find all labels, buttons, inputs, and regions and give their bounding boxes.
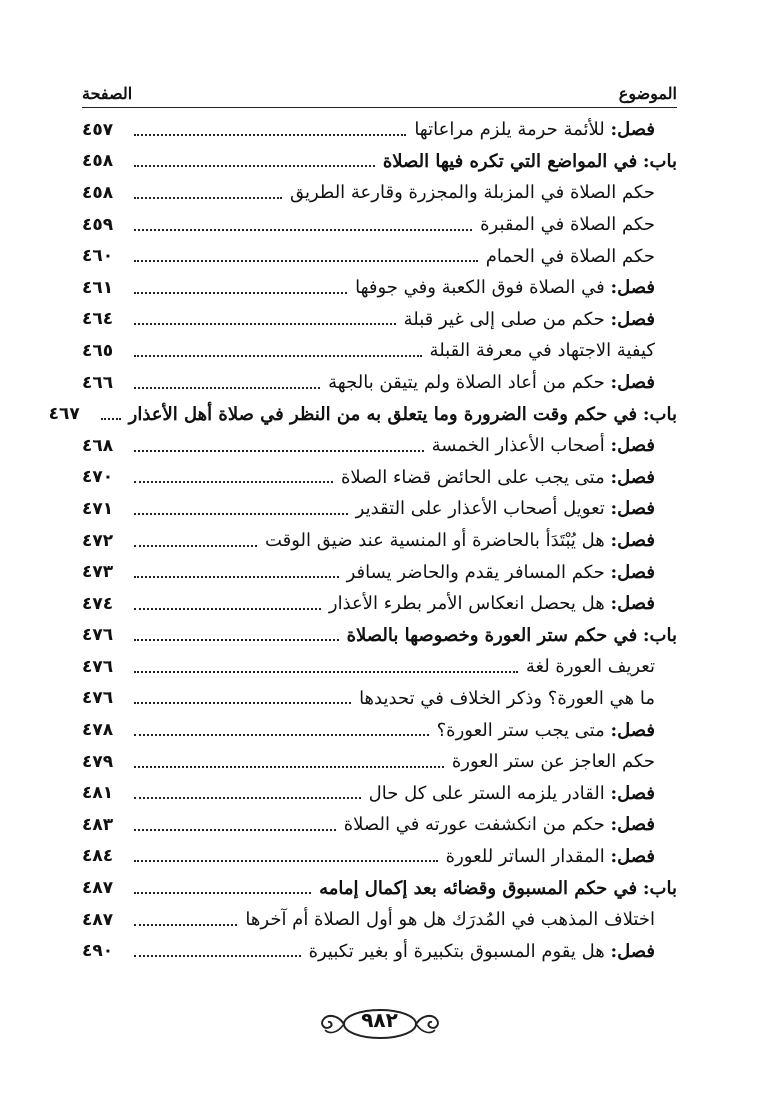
entry-page-number: ٤٧٣ (82, 562, 114, 583)
dot-leader (134, 734, 429, 736)
toc-entry (82, 272, 677, 304)
dot-leader (134, 892, 311, 894)
entry-text (355, 277, 677, 298)
entry-title: تعريف العورة لغة (525, 656, 655, 678)
entry-title: حكم الصلاة في الحمام (485, 245, 655, 267)
entry-page-number: ٤٨٣ (82, 814, 114, 835)
entry-prefix: فصل: (610, 814, 655, 836)
toc-entry (82, 367, 677, 399)
toc-entry (82, 209, 677, 241)
entry-title: أصحاب الأعذار الخمسة (431, 435, 605, 457)
entry-text (486, 246, 677, 267)
toc-entry (82, 935, 677, 967)
toc-entry (82, 683, 677, 715)
entry-prefix: فصل: (610, 277, 655, 299)
entry-page-number: ٤٩٠ (82, 941, 114, 962)
toc-entry (82, 904, 677, 936)
entry-text (452, 751, 677, 772)
entry-title: هل يقوم المسبوق بتكبيرة أو بغير تكبيرة (308, 940, 605, 962)
dot-leader (134, 608, 321, 610)
dot-leader (134, 639, 339, 641)
toc-entry (82, 493, 677, 525)
toc-entry (82, 146, 677, 178)
toc-entry (82, 430, 677, 462)
dot-leader (134, 797, 361, 799)
dot-leader (134, 387, 320, 389)
entry-page-number: ٤٦٦ (82, 372, 114, 393)
entry-text (369, 783, 677, 804)
dot-leader (134, 955, 301, 957)
toc-entry (82, 872, 677, 904)
entry-prefix: فصل: (610, 530, 655, 552)
entry-title: في حكم ستر العورة وخصوصها بالصلاة (346, 624, 638, 646)
entry-text (329, 593, 677, 614)
entry-text (414, 119, 677, 140)
entry-prefix: باب: (642, 403, 677, 425)
topic-column-label: الموضوع (618, 84, 677, 103)
dot-leader (134, 545, 257, 547)
dot-leader (134, 450, 424, 452)
dot-leader (134, 481, 333, 483)
entry-text (290, 182, 677, 203)
dot-leader (134, 292, 347, 294)
entry-page-number: ٤٥٩ (82, 214, 114, 235)
entry-text (437, 720, 677, 741)
entry-text (129, 404, 677, 425)
entry-page-number: ٤٨١ (82, 783, 114, 804)
dot-leader (134, 197, 282, 199)
entry-page-number: ٤٨٧ (82, 878, 114, 899)
entry-page-number: ٤٥٨ (82, 151, 114, 172)
dot-leader (134, 576, 339, 578)
entry-title: تعويل أصحاب الأعذار على التقدير (355, 498, 605, 520)
entry-text (319, 878, 677, 899)
entry-prefix: فصل: (610, 593, 655, 615)
toc-entry (82, 177, 677, 209)
entry-page-number: ٤٦٨ (82, 435, 114, 456)
entry-text (245, 909, 677, 930)
dot-leader (134, 829, 336, 831)
entry-page-number: ٤٧٦ (82, 625, 114, 646)
dot-leader (134, 671, 518, 673)
toc-entry (82, 746, 677, 778)
entry-title: في الصلاة فوق الكعبة وفي جوفها (355, 277, 605, 299)
dot-leader (101, 418, 121, 420)
entry-page-number: ٤٧٢ (82, 530, 114, 551)
entry-text (265, 530, 677, 551)
entry-prefix: فصل: (610, 782, 655, 804)
dot-leader (134, 766, 444, 768)
entry-page-number: ٤٥٨ (82, 182, 114, 203)
toc-entry (82, 240, 677, 272)
toc-entry (82, 777, 677, 809)
entry-text (328, 372, 677, 393)
toc-entry (82, 714, 677, 746)
entry-prefix: باب: (642, 150, 677, 172)
entry-text (430, 340, 677, 361)
toc-entry (82, 809, 677, 841)
entry-text (347, 625, 677, 646)
entry-page-number: ٤٨٧ (82, 909, 114, 930)
entry-text (404, 309, 677, 330)
entry-prefix: فصل: (610, 435, 655, 457)
entry-prefix: فصل: (610, 845, 655, 867)
entry-page-number: ٤٨٤ (82, 846, 114, 867)
entry-text (356, 498, 677, 519)
entry-page-number: ٤٧٨ (82, 720, 114, 741)
dot-leader (134, 860, 438, 862)
toc-header (82, 74, 677, 108)
entry-title: حكم الصلاة في المزبلة والمجزرة وقارعة الطريق (289, 182, 655, 204)
entry-page-number: ٤٥٧ (82, 119, 114, 140)
entry-title: للأئمة حرمة يلزم مراعاتها (414, 119, 605, 141)
entry-title: هل يحصل انعكاس الأمر بطرء الأعذار (328, 593, 605, 615)
entry-page-number: ٤٧٦ (82, 656, 114, 677)
table-of-contents (48, 114, 677, 967)
entry-page-number: ٤٦٥ (82, 340, 114, 361)
page-column-label: الصفحة (82, 84, 133, 103)
entry-prefix: فصل: (610, 308, 655, 330)
entry-title: كيفية الاجتهاد في معرفة القبلة (429, 340, 655, 362)
entry-text (309, 941, 677, 962)
entry-prefix: باب: (642, 877, 677, 899)
entry-prefix: فصل: (610, 498, 655, 520)
entry-page-number: ٤٧١ (82, 498, 114, 519)
entry-title: حكم المسافر يقدم والحاضر يسافر (346, 561, 605, 583)
entry-title: ما هي العورة؟ وذكر الخلاف في تحديدها (359, 687, 655, 709)
entry-prefix: فصل: (610, 466, 655, 488)
entry-text (347, 562, 677, 583)
dot-leader (134, 165, 375, 167)
dot-leader (134, 134, 406, 136)
entry-title: حكم العاجز عن ستر العورة (451, 751, 655, 773)
toc-entry (48, 398, 677, 430)
toc-entry (82, 651, 677, 683)
toc-entry (82, 620, 677, 652)
entry-page-number: ٤٦٤ (82, 309, 114, 330)
entry-prefix: فصل: (610, 119, 655, 141)
entry-text (480, 214, 677, 235)
entry-text (341, 467, 677, 488)
entry-title: متى يجب على الحائض قضاء الصلاة (340, 466, 605, 488)
entry-page-number: ٤٧٦ (82, 688, 114, 709)
entry-text (446, 846, 677, 867)
entry-text (359, 688, 677, 709)
entry-page-number: ٤٦٠ (82, 246, 114, 267)
entry-title: حكم الصلاة في المقبرة (480, 214, 655, 236)
entry-title: حكم من صلى إلى غير قبلة (403, 308, 605, 330)
dot-leader (134, 355, 422, 357)
dot-leader (134, 260, 478, 262)
toc-entry (82, 556, 677, 588)
toc-entry (82, 335, 677, 367)
dot-leader (134, 924, 237, 926)
dot-leader (134, 323, 396, 325)
entry-prefix: باب: (642, 624, 677, 646)
dot-leader (134, 513, 348, 515)
entry-title: المقدار الساتر للعورة (445, 845, 605, 867)
entry-page-number: ٤٦٧ (48, 404, 80, 425)
entry-title: في المواضع التي تكره فيها الصلاة (382, 150, 638, 172)
entry-page-number: ٤٧٠ (82, 467, 114, 488)
page-number: ٩٨٢ (361, 1008, 398, 1032)
entry-page-number: ٤٦١ (82, 277, 114, 298)
entry-title: في حكم وقت الضرورة وما يتعلق به من النظر في صلاة أهل الأعذار (128, 403, 638, 425)
entry-title: اختلاف المذهب في المُدرَك هل هو أول الصلاة أم آخرها (245, 909, 655, 931)
entry-title: متى يجب ستر العورة؟ (436, 719, 605, 741)
toc-entry (82, 114, 677, 146)
entry-text (383, 151, 677, 172)
dot-leader (134, 229, 472, 231)
dot-leader (134, 702, 351, 704)
entry-page-number: ٤٧٩ (82, 751, 114, 772)
toc-entry (82, 841, 677, 873)
entry-prefix: فصل: (610, 372, 655, 394)
entry-title: القادر يلزمه الستر على كل حال (368, 782, 605, 804)
entry-title: في حكم المسبوق وقضائه بعد إكمال إمامه (319, 877, 638, 899)
entry-title: حكم من انكشفت عورته في الصلاة (343, 814, 605, 836)
entry-prefix: فصل: (610, 561, 655, 583)
entry-prefix: فصل: (610, 940, 655, 962)
toc-entry (82, 462, 677, 494)
entry-text (432, 435, 677, 456)
entry-page-number: ٤٧٤ (82, 593, 114, 614)
entry-text (344, 814, 677, 835)
entry-title: هل يُبْتَدَأ بالحاضرة أو المنسية عند ضيق الوقت (264, 530, 605, 552)
toc-entry (82, 304, 677, 336)
entry-text (526, 656, 677, 677)
toc-entry (82, 525, 677, 557)
entry-title: حكم من أعاد الصلاة ولم يتيقن بالجهة (328, 372, 605, 394)
toc-entry (82, 588, 677, 620)
entry-prefix: فصل: (610, 719, 655, 741)
